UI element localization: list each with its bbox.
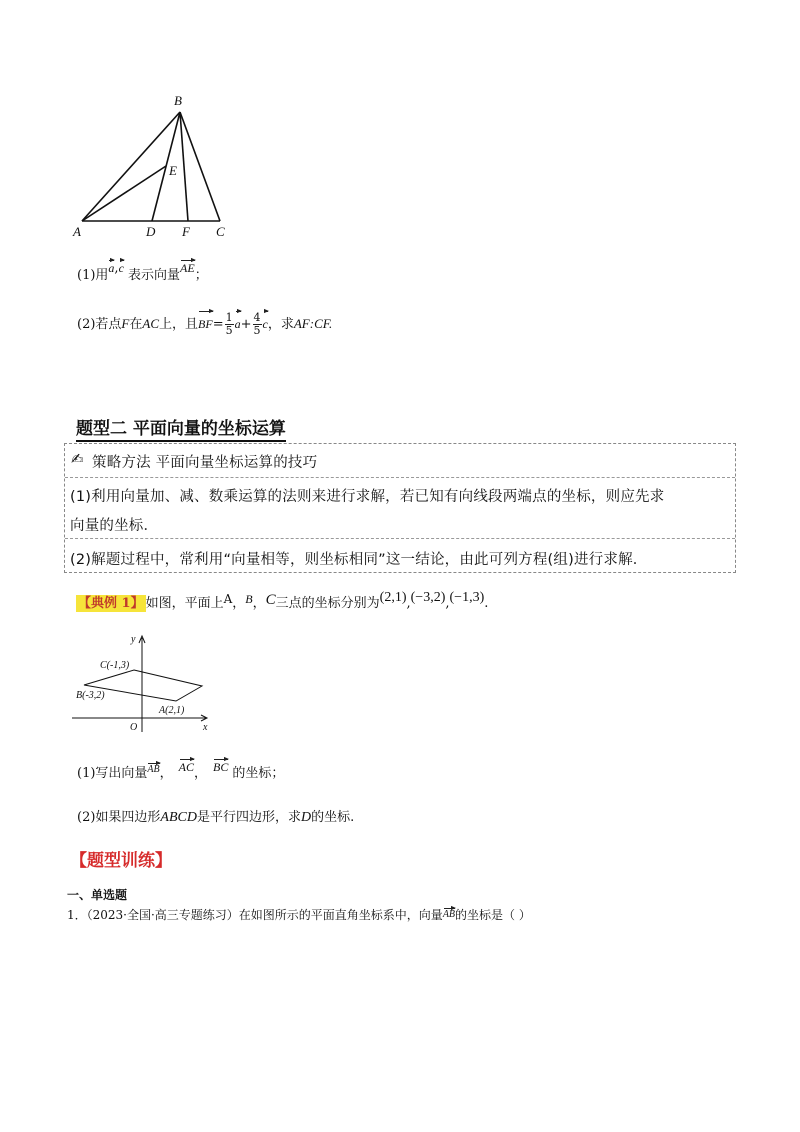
vector-AC: AC <box>178 760 194 774</box>
y-axis-label: y <box>131 634 136 645</box>
q2-line-AC: AC <box>142 316 160 331</box>
problem1-vector-AB: AB <box>442 909 456 920</box>
fraction-4-5 <box>253 312 262 337</box>
example-comma1: ， <box>232 596 246 611</box>
example-question-2 <box>77 806 354 826</box>
strategy-item-1 <box>65 478 735 539</box>
q2-on2: 上，且 <box>159 317 199 332</box>
strategy-item-2: (2)解题过程中，常利用“向量相等，则坐标相同”这一结论，由此可列方程(组)进行求解． <box>70 552 648 568</box>
exq2-prefix: (2)如果四边形 <box>77 810 161 825</box>
fraction-1-5 <box>225 312 234 337</box>
coord-A: (2,1) <box>379 590 407 605</box>
label-C: C <box>216 224 225 239</box>
point-D: D <box>301 810 312 825</box>
point-A-label: A(2,1) <box>159 705 185 716</box>
section-title: 题型二 平面向量的坐标运算 <box>76 414 286 442</box>
exq1-prefix: (1)写出向量 <box>77 766 148 781</box>
question-2 <box>77 312 332 337</box>
q1-suffix: ； <box>194 268 208 283</box>
problem-1 <box>67 906 531 923</box>
example-point-A: A <box>223 592 233 606</box>
exq1-sep1: ， <box>159 766 173 781</box>
strategy-item-1-line-1: (1)利用向量加、减、数乘运算的法则来进行求解，若已知有向线段两端点的坐标，则应先求 <box>70 489 665 505</box>
label-F: F <box>182 224 190 239</box>
strategy-title-row <box>65 444 735 478</box>
exq2-suffix: 的坐标. <box>311 810 355 825</box>
example-1-statement: 【典例 1】 如图，平面上A，B，C三点的坐标分别为(2,1),(−3,2),(−1,3). <box>78 590 489 611</box>
triangle-figure <box>70 90 240 240</box>
q2-ratio: AF:CF. <box>293 316 333 331</box>
vector-BF: BF <box>198 312 213 336</box>
vector-AB: AB <box>147 764 160 775</box>
x-axis-label: x <box>203 722 208 733</box>
example-point-B: B <box>245 592 253 606</box>
frac1-num: 1 <box>225 311 233 324</box>
origin-label: O <box>130 722 138 733</box>
strategy-title: 策略方法 平面向量坐标运算的技巧 <box>92 455 318 471</box>
quad-ABCD: ABCD <box>160 810 197 825</box>
q2-prefix: (2)若点 <box>77 317 122 332</box>
example-text1: 如图，平面上 <box>145 596 224 611</box>
strategy-item-1-line-2: 向量的坐标． <box>70 518 159 534</box>
label-B: B <box>174 93 182 108</box>
exq2-mid: 是平行四边形，求 <box>196 810 301 825</box>
training-title: 【题型训练】 <box>70 851 172 871</box>
coord-C: (−1,3) <box>449 590 485 605</box>
label-A: A <box>73 224 81 239</box>
exq1-sep2: ， <box>194 766 208 781</box>
q2-plus: + <box>240 317 252 332</box>
frac1-den: 5 <box>225 324 233 337</box>
coord-B: (−3,2) <box>410 590 446 605</box>
pen-hand-icon: ✍ <box>71 450 84 468</box>
q1-prefix: (1)用 <box>77 268 109 283</box>
example-tag: 【典例 1】 <box>78 596 144 611</box>
vector-a: a <box>108 261 115 275</box>
frac2-den: 5 <box>253 324 261 337</box>
strategy-box <box>64 443 736 573</box>
frac2-num: 4 <box>253 311 261 324</box>
q1-sep: , <box>114 261 119 276</box>
vector-a-2: a <box>235 312 241 336</box>
example-dot: . <box>484 596 489 611</box>
q2-tail: ，求 <box>267 317 294 332</box>
problem1-prefix: 1．（2023·全国·高三专题练习）在如图所示的平面直角坐标系中，向量 <box>67 908 443 922</box>
question-1 <box>77 261 208 283</box>
point-B-label: B(-3,2) <box>76 690 105 701</box>
q2-point-F: F <box>121 316 130 331</box>
single-choice-heading: 一、单选题 <box>67 888 128 902</box>
point-C-label: C(-1,3) <box>100 660 130 671</box>
example-question-1 <box>77 762 284 781</box>
vector-BC: BC <box>213 760 229 774</box>
vector-c: c <box>118 261 124 275</box>
q2-on: 在 <box>129 317 143 332</box>
q2-eq: = <box>212 317 224 332</box>
coordinate-figure <box>70 632 230 736</box>
label-D: D <box>146 224 156 239</box>
example-text2: 三点的坐标分别为 <box>275 596 380 611</box>
exq1-suffix: 的坐标； <box>232 766 285 781</box>
example-point-C: C <box>265 592 276 608</box>
vector-AE: AE <box>180 261 195 275</box>
example-comma2: ， <box>252 596 266 611</box>
q1-middle: 表示向量 <box>128 268 181 283</box>
vector-c-2: c <box>263 312 268 336</box>
label-E: E <box>169 163 177 178</box>
problem1-suffix: 的坐标是（ ） <box>455 908 531 922</box>
